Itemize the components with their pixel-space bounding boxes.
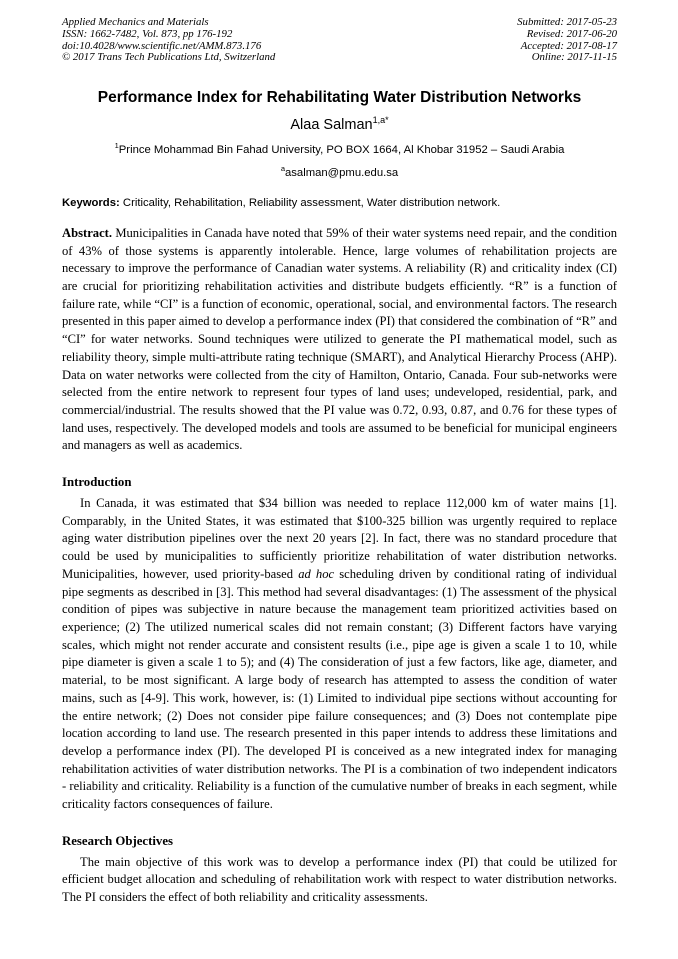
abstract-label: Abstract. xyxy=(62,225,113,240)
introduction-paragraph xyxy=(62,495,617,814)
paper-title: Performance Index for Rehabilitating Water Distribution Networks xyxy=(97,89,582,107)
email-text: asalman@pmu.edu.sa xyxy=(284,166,399,179)
introduction-text-part2: scheduling driven by conditional rating of individual pipe segments as described in [3]. This method had several disadvantages: (1) The assessment of the physical condition of pipes was subjective in nature because the management team prioritized activities based on experience; (2) The utilized numerical scales did not remain constant; (3) Different factors have varying scales, which might not render accurate and consistent results (i.e., pipe age is given a scale 1 to 10, while pipe diameter is given a scale 1 to 5); and (4) The consideration of just a few factors, like age, diameter, and material, to be most significant. A large body of research has attempted to assess the condition of water mains, such as [4-9]. This work, however, is: (1) Limited to individual pipe sections without accounting for the entire network; (2) Does not consider pipe failure consequences; and (3) Does not contemplate pipe location according to land use. The research presented in this paper intends to address these limitations and develop a performance index (PI). The developed PI is conceived as a new integrated index for managing rehabilitation activities of water distribution networks. The PI is a combination of two independent indicators - reliability and criticality. Reliability is a function of the cumulative number of breaks in each segment, while criticality factors consequences of failure. xyxy=(62,566,617,812)
affiliation xyxy=(62,141,617,156)
journal-header xyxy=(62,17,617,64)
journal-name: Applied Mechanics and Materials xyxy=(62,16,209,28)
abstract xyxy=(62,225,617,455)
affiliation-superscript: 1 xyxy=(114,141,119,151)
online-date: Online: 2017-11-15 xyxy=(531,51,617,64)
author-email xyxy=(62,164,617,179)
author-name: Alaa Salman xyxy=(290,116,373,133)
section-heading-introduction: Introduction xyxy=(62,475,132,490)
keywords-label: Keywords: xyxy=(62,196,120,209)
keywords xyxy=(62,197,617,209)
journal-doi: doi:10.4028/www.scientific.net/AMM.873.176 xyxy=(62,39,262,52)
accepted-date: Accepted: 2017-08-17 xyxy=(520,39,617,52)
section-heading-research-objectives: Research Objectives xyxy=(62,833,173,848)
submission-dates xyxy=(517,17,617,64)
author-line xyxy=(62,115,617,133)
abstract-text: Municipalities in Canada have noted that 59% of their water systems need repair, and the condition of 43% of those systems is apparently intolerable. Hence, large volumes of rehabilitation projects are necessary to improve the performance of Canadian water systems. A reliability (R) and criticality index (CI) are crucial for prioritizing rehabilitation activities and distribute budgets efficiently. “R” is a function of failure rate, while “CI” is a function of economic, operational, social, and environmental factors. The research presented in this paper aimed to develop a performance index (PI) that considered the combination of “R” and “CI” for water networks. Sound techniques were utilized to generate the PI mathematical model, such as reliability theory, simple multi-attribute rating technique (SMART), and Analytical Hierarchy Process (AHP). Data on water networks were collected from the city of Hamilton, Ontario, Canada. Four sub-networks were selected from the entire network to represent four types of land uses; undeveloped, residential, park, and commercial/industrial. The results showed that the PI value was 0.72, 0.93, 0.87, and 0.76 for these types of land uses, respectively. The developed models and tools are assumed to be beneficial for municipal engineers and managers as well as academics. xyxy=(62,225,617,453)
ad-hoc-italic-text: ad hoc xyxy=(298,566,335,581)
introduction-text-part1: In Canada, it was estimated that $34 billion was needed to replace 112,000 km of water mains [1]. Comparably, in the United States, it was estimated that $100-325 billion was urgently required to replace aging water distribution pipelines over the next 20 years [2]. In fact, there was no standard procedure that could be used by municipalities to sufficiently prioritize rehabilitation of water distribution networks. Municipalities, however, used priority-based xyxy=(62,496,617,581)
affiliation-text: Prince Mohammad Bin Fahad University, PO BOX 1664, Al Khobar 31952 – Saudi Arabia xyxy=(118,144,565,157)
journal-issn-volume: ISSN: 1662-7482, Vol. 873, pp 176-192 xyxy=(62,27,233,40)
revised-date: Revised: 2017-06-20 xyxy=(526,27,617,40)
keywords-text: Criticality, Rehabilitation, Reliability assessment, Water distribution network. xyxy=(122,196,501,209)
journal-info xyxy=(62,17,275,64)
author-superscript: 1,a* xyxy=(372,114,389,125)
research-objectives-paragraph: The main objective of this work was to develop a performance index (PI) that could be utilized for efficient budget allocation and scheduling of rehabilitation work with respect to water distribution networks. The PI considers the effect of both reliability and criticality assessments. xyxy=(62,854,617,905)
submitted-date: Submitted: 2017-05-23 xyxy=(517,16,617,28)
journal-copyright: © 2017 Trans Tech Publications Ltd, Switzerland xyxy=(62,51,276,64)
email-superscript: a xyxy=(280,164,285,174)
